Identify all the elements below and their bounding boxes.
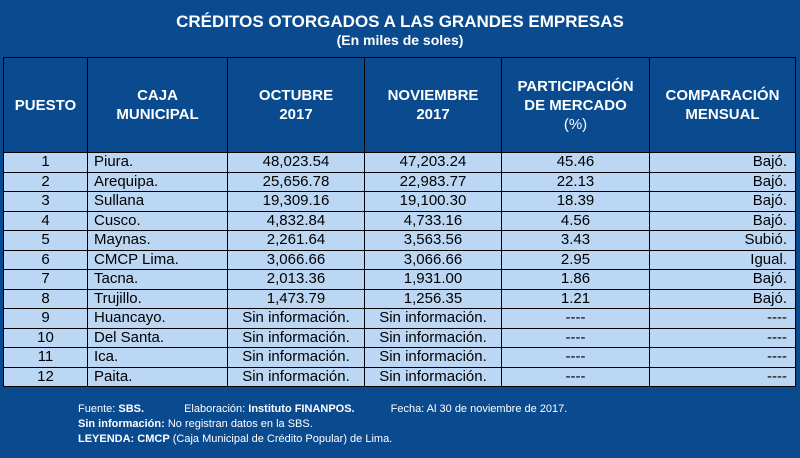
table-row (4, 192, 796, 212)
cell-noviembre: 4,733.16 (365, 211, 502, 231)
cell-participacion: 2.95 (502, 250, 650, 270)
fecha-text: Fecha: Al 30 de noviembre de 2017. (390, 403, 568, 415)
cell-puesto: 1 (4, 153, 88, 173)
page-subtitle: (En miles de soles) (336, 32, 464, 48)
footer-line-1 (78, 402, 567, 417)
cell-noviembre: Sin información. (365, 367, 502, 387)
cell-caja: Huancayo. (88, 309, 228, 329)
cell-comparacion: Bajó. (650, 270, 796, 290)
cell-caja: Sullana (88, 192, 228, 212)
table-row (4, 172, 796, 192)
header-noviembre: NOVIEMBRE 2017 (365, 58, 502, 153)
cell-noviembre: 1,931.00 (365, 270, 502, 290)
cell-comparacion: Bajó. (650, 289, 796, 309)
cell-caja: Piura. (88, 153, 228, 173)
cell-comparacion: ---- (650, 328, 796, 348)
cell-puesto: 12 (4, 367, 88, 387)
cell-caja: Maynas. (88, 231, 228, 251)
cell-puesto: 7 (4, 270, 88, 290)
cell-caja: Trujillo. (88, 289, 228, 309)
cell-participacion: 4.56 (502, 211, 650, 231)
cell-octubre: 1,473.79 (228, 289, 365, 309)
cell-caja: Tacna. (88, 270, 228, 290)
cell-octubre: Sin información. (228, 348, 365, 368)
footer-notes (78, 402, 567, 447)
table-row (4, 328, 796, 348)
cell-noviembre: 3,066.66 (365, 250, 502, 270)
cell-octubre: 2,013.36 (228, 270, 365, 290)
cell-puesto: 5 (4, 231, 88, 251)
cell-caja: Cusco. (88, 211, 228, 231)
sin-info-value: No registran datos en la SBS. (167, 418, 313, 430)
cell-comparacion: Bajó. (650, 211, 796, 231)
cell-comparacion: Bajó. (650, 172, 796, 192)
table-row (4, 231, 796, 251)
cell-octubre: Sin información. (228, 309, 365, 329)
fuente-value: SBS. (118, 403, 145, 415)
cell-octubre: 19,309.16 (228, 192, 365, 212)
table-row (4, 309, 796, 329)
cell-participacion: 18.39 (502, 192, 650, 212)
cell-caja: Ica. (88, 348, 228, 368)
cell-comparacion: Subió. (650, 231, 796, 251)
cell-caja: Arequipa. (88, 172, 228, 192)
table-row (4, 348, 796, 368)
cell-puesto: 4 (4, 211, 88, 231)
table-row (4, 367, 796, 387)
cell-octubre: 48,023.54 (228, 153, 365, 173)
header-participacion: PARTICIPACIÓN DE MERCADO (%) (502, 58, 650, 153)
table-row (4, 211, 796, 231)
cell-noviembre: Sin información. (365, 348, 502, 368)
leyenda-value: (Caja Municipal de Crédito Popular) de Lima. (172, 433, 393, 445)
cell-octubre: 4,832.84 (228, 211, 365, 231)
leyenda-label: LEYENDA: (78, 433, 135, 445)
cell-participacion: 1.86 (502, 270, 650, 290)
cell-puesto: 2 (4, 172, 88, 192)
cell-noviembre: Sin información. (365, 328, 502, 348)
cell-noviembre: 22,983.77 (365, 172, 502, 192)
cell-comparacion: Igual. (650, 250, 796, 270)
sin-info-label: Sin información: (78, 418, 165, 430)
cell-puesto: 3 (4, 192, 88, 212)
cell-octubre: Sin información. (228, 367, 365, 387)
table-row (4, 153, 796, 173)
cell-octubre: 25,656.78 (228, 172, 365, 192)
header-puesto: PUESTO (4, 58, 88, 153)
cell-participacion: 1.21 (502, 289, 650, 309)
title-block (0, 0, 800, 52)
cell-participacion: ---- (502, 309, 650, 329)
cell-noviembre: 3,563.56 (365, 231, 502, 251)
cell-noviembre: 47,203.24 (365, 153, 502, 173)
cell-puesto: 6 (4, 250, 88, 270)
elaboracion-value: Instituto FINANPOS. (248, 403, 355, 415)
fuente-label: Fuente: (78, 403, 116, 415)
footer-line-3 (78, 432, 567, 447)
cell-octubre: 2,261.64 (228, 231, 365, 251)
cell-participacion: 22.13 (502, 172, 650, 192)
elaboracion-label: Elaboración: (184, 403, 246, 415)
cell-comparacion: Bajó. (650, 153, 796, 173)
credits-table (3, 57, 796, 387)
cell-caja: Paita. (88, 367, 228, 387)
cell-puesto: 9 (4, 309, 88, 329)
cell-caja: Del Santa. (88, 328, 228, 348)
table-row (4, 270, 796, 290)
cell-noviembre: 19,100.30 (365, 192, 502, 212)
header-octubre: OCTUBRE 2017 (228, 58, 365, 153)
cell-noviembre: Sin información. (365, 309, 502, 329)
header-comparacion: COMPARACIÓN MENSUAL (650, 58, 796, 153)
cell-participacion: 3.43 (502, 231, 650, 251)
cell-puesto: 10 (4, 328, 88, 348)
leyenda-abbr: CMCP (137, 433, 170, 445)
cell-participacion: 45.46 (502, 153, 650, 173)
cell-comparacion: Bajó. (650, 192, 796, 212)
page-title: CRÉDITOS OTORGADOS A LAS GRANDES EMPRESAS (176, 12, 624, 31)
cell-comparacion: ---- (650, 367, 796, 387)
cell-noviembre: 1,256.35 (365, 289, 502, 309)
table-row (4, 289, 796, 309)
cell-participacion: ---- (502, 348, 650, 368)
header-caja-municipal: CAJA MUNICIPAL (88, 58, 228, 153)
cell-comparacion: ---- (650, 348, 796, 368)
cell-caja: CMCP Lima. (88, 250, 228, 270)
cell-puesto: 8 (4, 289, 88, 309)
footer-line-2 (78, 417, 567, 432)
cell-octubre: Sin información. (228, 328, 365, 348)
cell-participacion: ---- (502, 367, 650, 387)
cell-comparacion: ---- (650, 309, 796, 329)
cell-puesto: 11 (4, 348, 88, 368)
cell-octubre: 3,066.66 (228, 250, 365, 270)
table-row (4, 250, 796, 270)
cell-participacion: ---- (502, 328, 650, 348)
table-header-row (4, 58, 796, 153)
